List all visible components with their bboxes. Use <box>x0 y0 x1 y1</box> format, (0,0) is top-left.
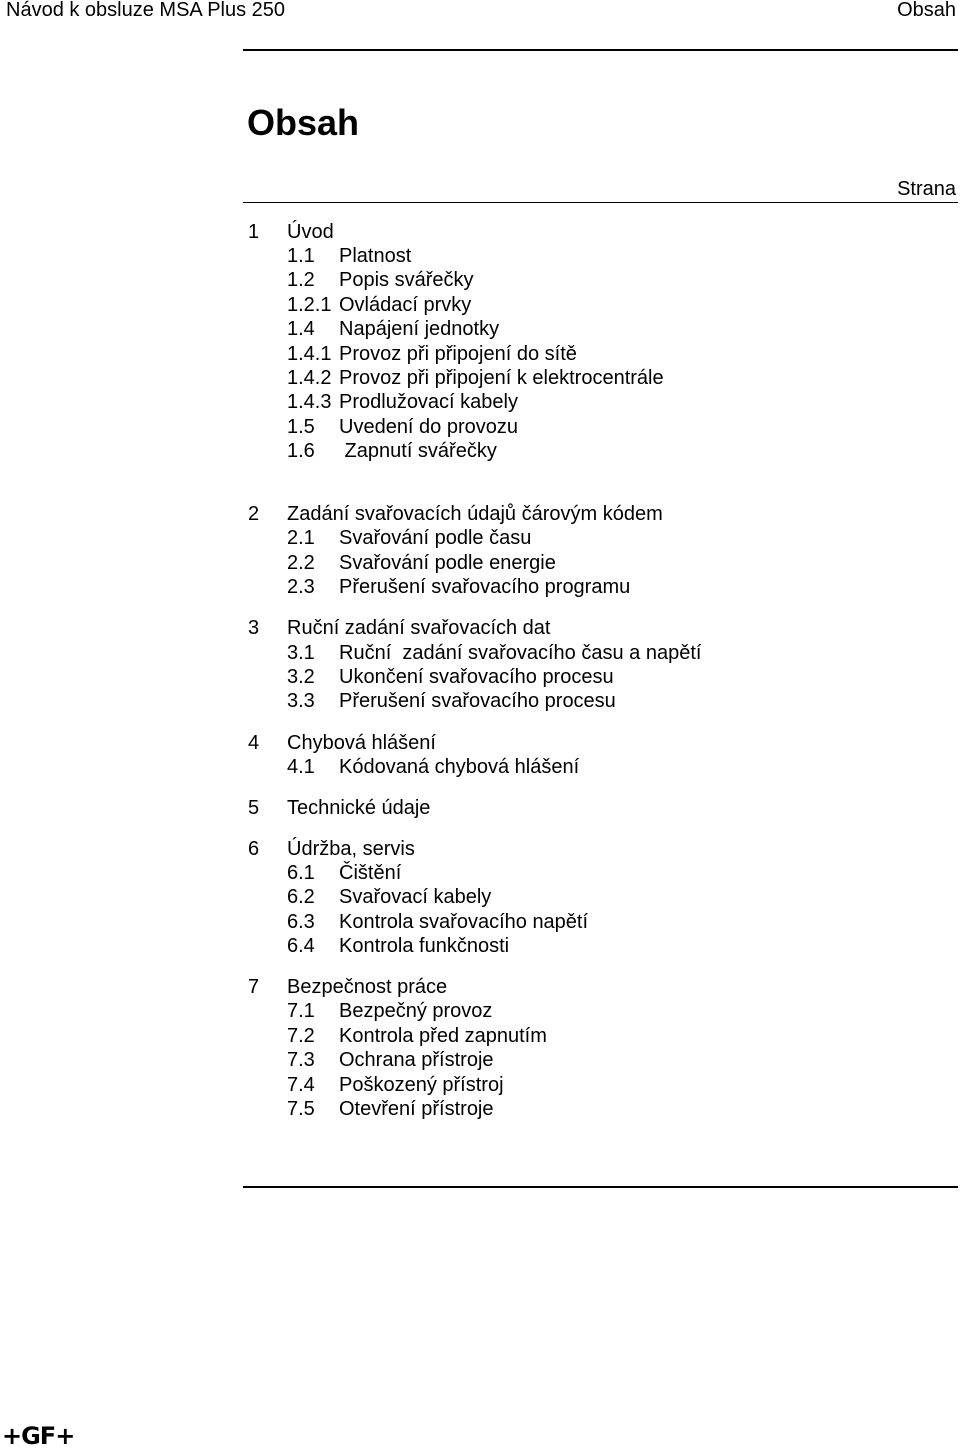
toc-label: Údržba, servis <box>287 838 415 860</box>
toc-label: Přerušení svařovacího programu <box>339 576 631 598</box>
toc-label: Svařovací kabely <box>339 886 492 908</box>
toc-number: 3 <box>248 617 260 639</box>
toc-number: 7.3 <box>287 1049 315 1071</box>
toc-number: 2.3 <box>287 576 315 598</box>
toc-label: Popis svářečky <box>339 269 474 291</box>
toc-number: 3.3 <box>287 690 315 712</box>
toc-label: Kontrola funkčnosti <box>339 935 510 957</box>
toc-label: Úvod <box>287 221 334 243</box>
page-title: Obsah <box>247 102 360 143</box>
toc-number: 7.5 <box>287 1098 315 1120</box>
toc-number: 7.4 <box>287 1074 315 1096</box>
toc-label: Ovládací prvky <box>339 294 472 316</box>
footer-rule <box>243 1186 958 1188</box>
toc-label: Chybová hlášení <box>287 732 436 754</box>
toc-label: Provoz při připojení k elektrocentrále <box>339 367 664 389</box>
toc-label: Ruční zadání svařovacích dat <box>287 617 551 639</box>
toc-number: 1.6 <box>287 440 315 462</box>
toc-number: 1.5 <box>287 416 315 438</box>
toc-label: Kontrola svařovacího napětí <box>339 911 589 933</box>
toc-number: 7.2 <box>287 1025 315 1047</box>
toc-number: 2.2 <box>287 552 315 574</box>
toc-number: 1.1 <box>287 245 315 267</box>
toc-label: Prodlužovací kabely <box>339 391 518 413</box>
toc-label: Svařování podle času <box>339 527 532 549</box>
toc-number: 1 <box>248 221 260 243</box>
toc-number: 1.4 <box>287 318 315 340</box>
toc-label: Svařování podle energie <box>339 552 556 574</box>
page-column-label: Strana <box>897 178 956 200</box>
toc-label: Zapnutí svářečky <box>339 440 497 462</box>
header-rule <box>243 49 958 51</box>
toc-label: Ochrana přístroje <box>339 1049 494 1071</box>
toc-label: Ukončení svařovacího procesu <box>339 666 614 688</box>
toc-label: Platnost <box>339 245 412 267</box>
toc-label: Uvedení do provozu <box>339 416 519 438</box>
toc-top-rule <box>243 202 958 203</box>
toc-label: Technické údaje <box>287 797 431 819</box>
toc-label: Čištění <box>339 862 402 884</box>
toc-number: 1.2.1 <box>287 294 332 316</box>
toc-number: 1.4.3 <box>287 391 332 413</box>
toc-number: 2 <box>248 503 260 525</box>
toc-number: 4.1 <box>287 756 315 778</box>
toc-number: 5 <box>248 797 260 819</box>
toc-label: Napájení jednotky <box>339 318 500 340</box>
toc-number: 3.2 <box>287 666 315 688</box>
toc-label: Přerušení svařovacího procesu <box>339 690 616 712</box>
toc-label: Otevření přístroje <box>339 1098 494 1120</box>
toc-number: 7 <box>248 976 260 998</box>
running-header-title: Návod k obsluze MSA Plus 250 <box>6 0 286 21</box>
toc-number: 6.2 <box>287 886 315 908</box>
toc-label: Kontrola před zapnutím <box>339 1025 547 1047</box>
toc-number: 6.1 <box>287 862 315 884</box>
toc-label: Poškozený přístroj <box>339 1074 504 1096</box>
gf-logo: +GF+ <box>2 1422 75 1450</box>
running-header-section: Obsah <box>897 0 956 21</box>
toc-number: 1.4.2 <box>287 367 332 389</box>
toc-number: 3.1 <box>287 642 315 664</box>
toc-number: 7.1 <box>287 1000 315 1022</box>
toc-number: 1.4.1 <box>287 343 332 365</box>
toc-label: Provoz při připojení do sítě <box>339 343 577 365</box>
toc-number: 4 <box>248 732 260 754</box>
toc-label: Kódovaná chybová hlášení <box>339 756 580 778</box>
toc-number: 6.3 <box>287 911 315 933</box>
toc-label: Bezpečnost práce <box>287 976 448 998</box>
toc-number: 1.2 <box>287 269 315 291</box>
toc-number: 2.1 <box>287 527 315 549</box>
toc-label: Zadání svařovacích údajů čárovým kódem <box>287 503 663 525</box>
toc-number: 6.4 <box>287 935 315 957</box>
toc-label: Ruční zadání svařovacího času a napětí <box>339 642 702 664</box>
toc-label: Bezpečný provoz <box>339 1000 493 1022</box>
toc-number: 6 <box>248 838 260 860</box>
